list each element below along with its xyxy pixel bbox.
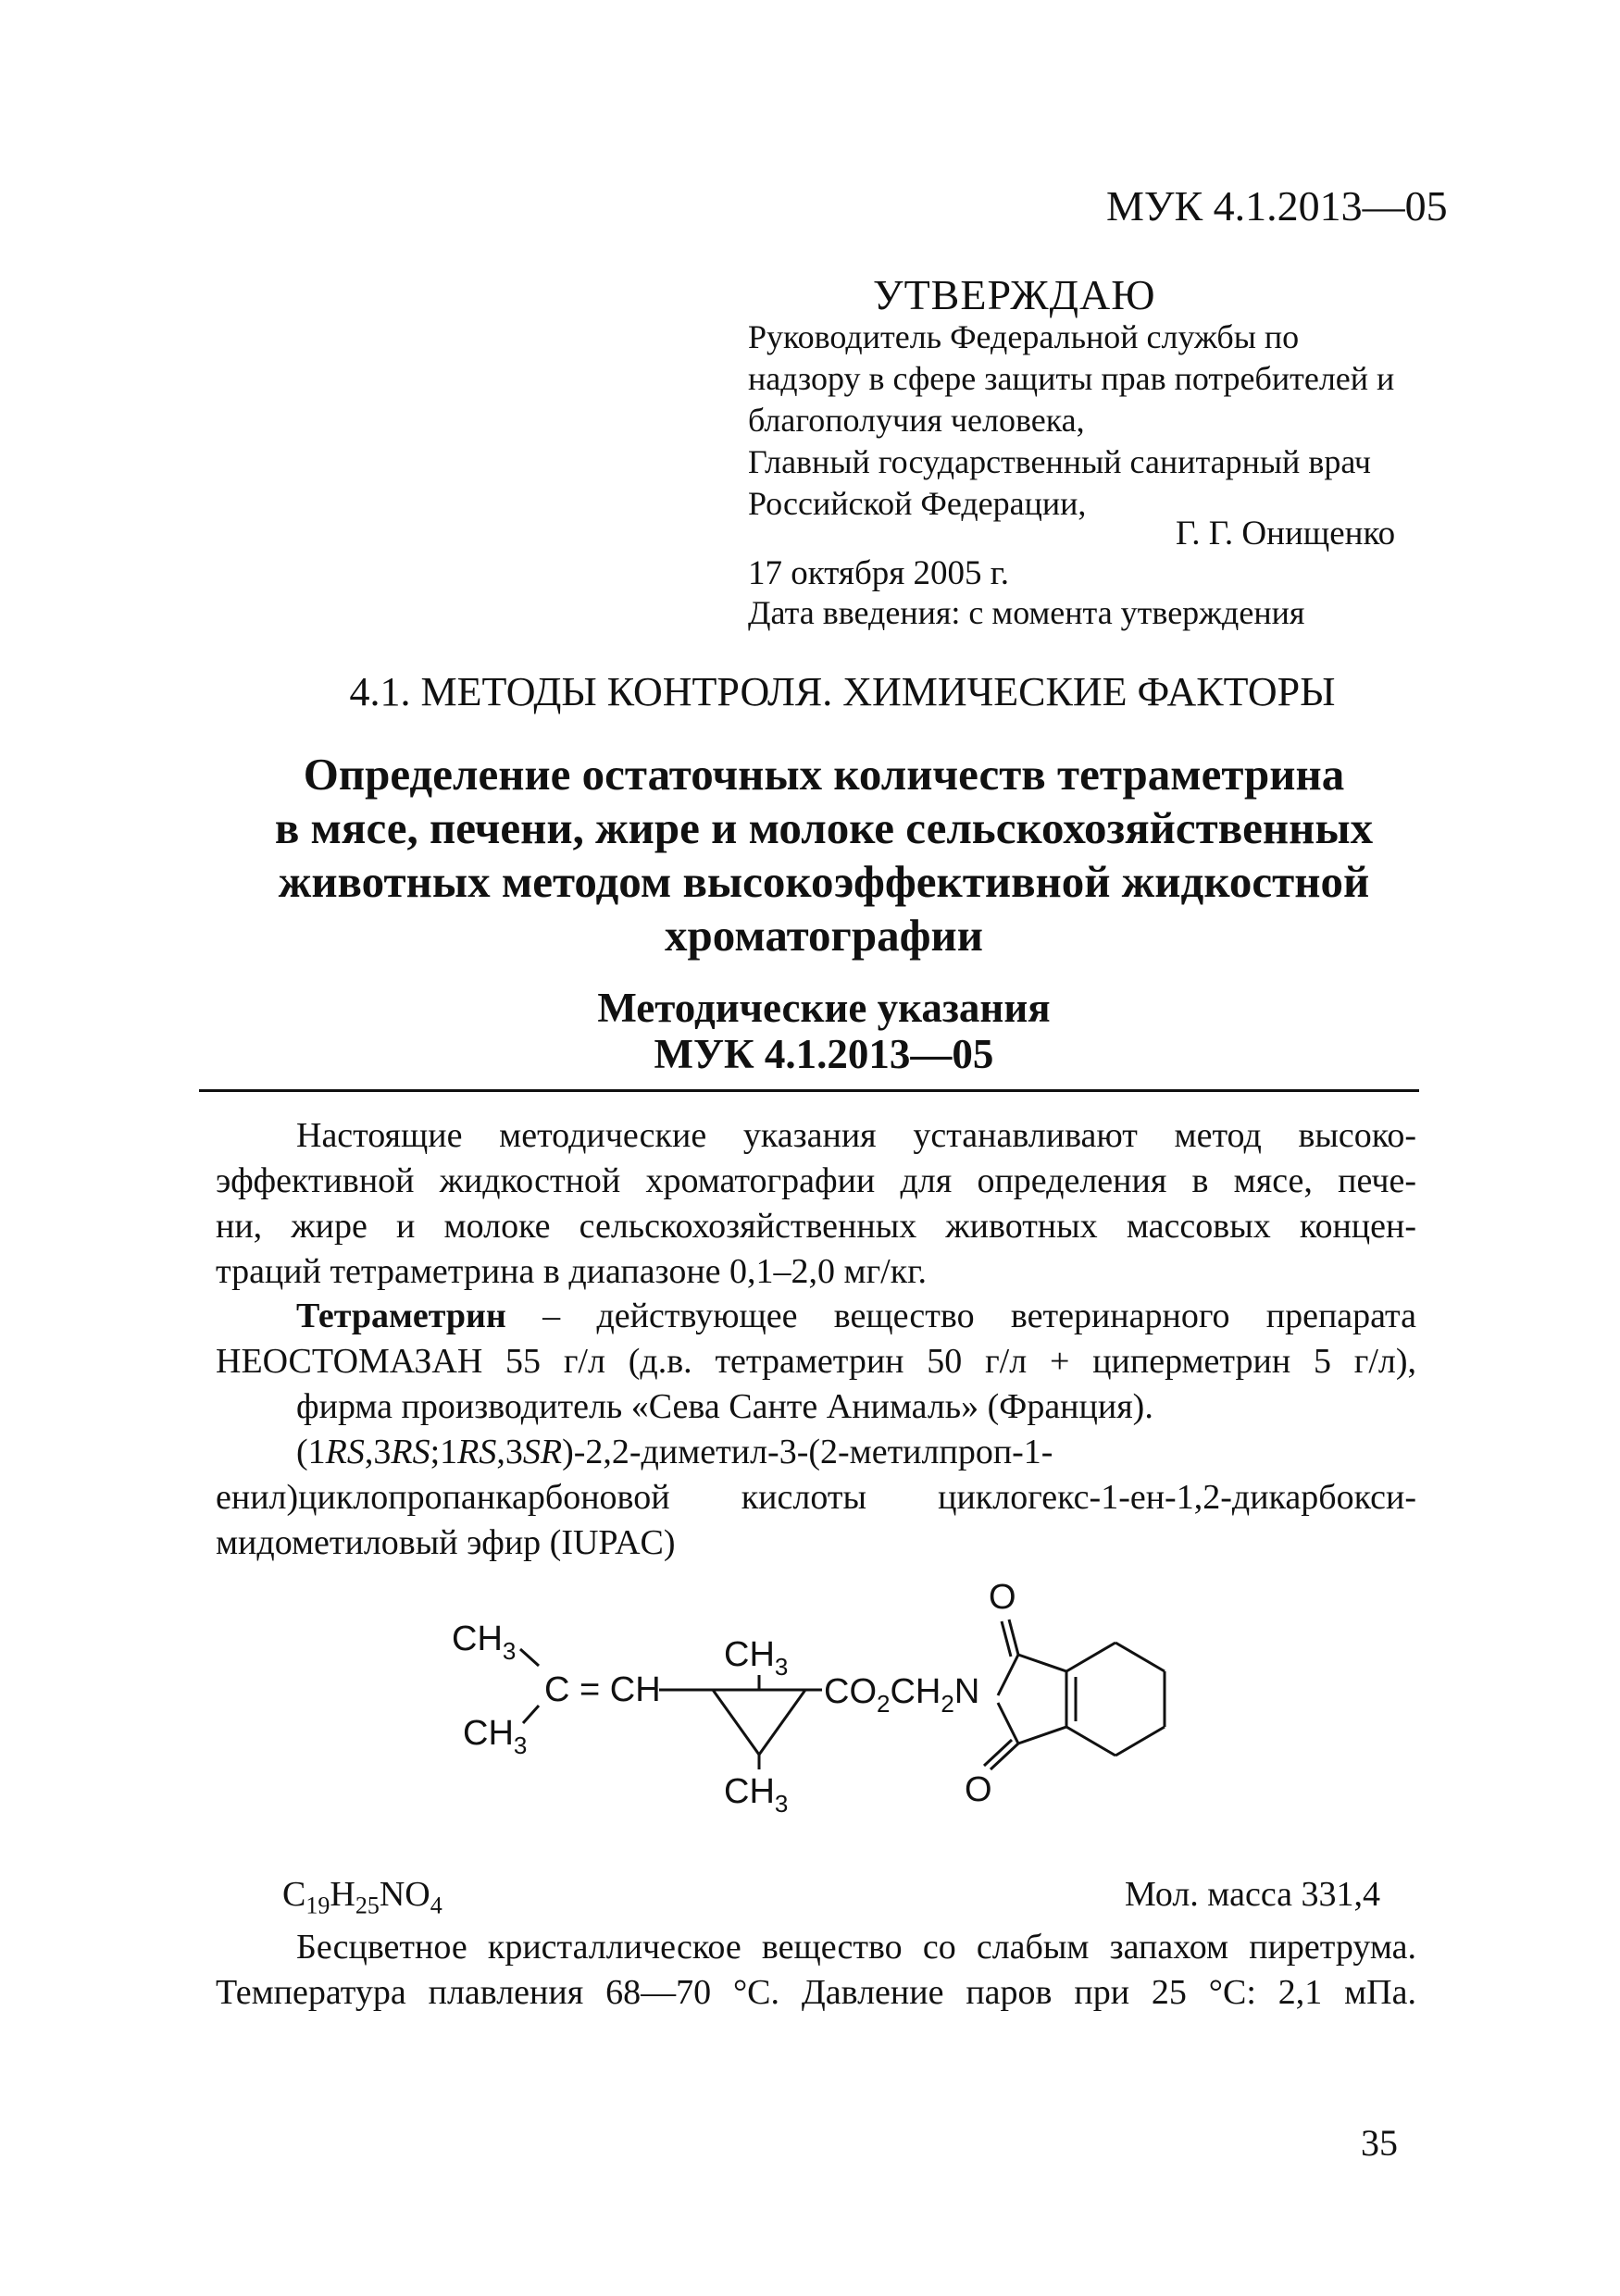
- molecular-mass: Мол. масса 331,4: [1125, 1875, 1381, 1914]
- title-line: животных методом высокоэффективной жидкостной: [278, 856, 1370, 907]
- alkene-label: C = CH: [544, 1670, 661, 1709]
- document-subtitle: [194, 985, 1453, 1077]
- paragraph-line: эффективной жидкостной хроматографии для определения в мясе, пече-: [216, 1161, 1416, 1200]
- substance-name: Тетраметрин: [296, 1297, 506, 1335]
- approval-heading: УТВЕРЖДАЮ: [873, 271, 1156, 318]
- title-line: Определение остаточных количеств тетраметрина: [303, 749, 1345, 800]
- approver-line: Главный государственный санитарный врач: [748, 443, 1371, 480]
- paragraph-line: [216, 1294, 1416, 1339]
- iupac-text: ;1: [430, 1433, 458, 1471]
- effective-date: Дата введения: с момента утверждения: [748, 594, 1305, 631]
- ch3-label: $CH_3$: [463, 1714, 528, 1759]
- paragraph-line: ни, жире и молоке сельскохозяйственных животных массовых концен-: [216, 1207, 1416, 1246]
- iupac-line: мидометиловый эфир (IUPAC): [216, 1523, 676, 1562]
- paragraph-line: Настоящие методические указания устанавливают метод высоко-: [296, 1116, 1416, 1155]
- approver-line: Российской Федерации,: [748, 485, 1087, 522]
- molecular-formula: [282, 1874, 442, 1920]
- approver-line: надзору в сфере защиты прав потребителей и: [748, 360, 1395, 397]
- document-code: МУК 4.1.2013—05: [1106, 182, 1448, 230]
- properties-paragraph: [216, 1925, 1416, 2016]
- iupac-italic: RS: [391, 1433, 430, 1471]
- paragraph-text: – действующее вещество ветеринарного препарата: [505, 1297, 1416, 1335]
- paragraph-line: траций тетраметрина в диапазоне 0,1–2,0 мг/кг.: [216, 1252, 927, 1291]
- formula-part: C: [282, 1875, 306, 1914]
- substance-paragraph: [216, 1294, 1416, 1430]
- page-number: 35: [1361, 2122, 1398, 2164]
- signer-name: Г. Г. Онищенко: [1176, 515, 1396, 552]
- iupac-italic: RS: [457, 1433, 497, 1471]
- formula-sub: 4: [430, 1892, 442, 1919]
- paragraph-line: Бесцветное кристаллическое вещество со слабым запахом пиретрума.: [296, 1928, 1416, 1967]
- paragraph-line: фирма производитель «Сева Санте Анималь» (Франция).: [296, 1387, 1153, 1426]
- iupac-name: [216, 1430, 1416, 1566]
- approver-block: [748, 316, 1414, 525]
- title-line: хроматографии: [665, 910, 983, 961]
- structural-formula: [435, 1573, 1194, 1851]
- formula-part: H: [330, 1875, 355, 1914]
- document-title: [194, 748, 1453, 962]
- iupac-text: ,3: [364, 1433, 392, 1471]
- approver-line: благополучия человека,: [748, 402, 1085, 439]
- ch3-label: $CH_3$: [724, 1772, 789, 1818]
- formula-sub: 25: [355, 1892, 380, 1919]
- title-line: в мясе, печени, жире и молоке сельскохозяйственных: [274, 802, 1374, 853]
- intro-paragraph: [216, 1113, 1416, 1295]
- oxygen-label: O: [965, 1770, 992, 1809]
- oxygen-label: O: [989, 1578, 1016, 1617]
- approval-date: 17 октября 2005 г.: [748, 554, 1010, 592]
- iupac-line: [216, 1430, 1416, 1475]
- ch3-label: $CH_3$: [724, 1635, 789, 1681]
- ester-label: $CO_2CH_2N$: [824, 1672, 980, 1718]
- iupac-text: ,3: [496, 1433, 523, 1471]
- divider: [199, 1089, 1419, 1092]
- iupac-line: енил)циклопропанкарбоновой кислоты циклогекс-1-ен-1,2-дикарбокси-: [216, 1478, 1416, 1517]
- iupac-italic: SR: [522, 1433, 563, 1471]
- paragraph-line: Температура плавления 68—70 °С. Давление паров при 25 °С: 2,1 мПа.: [216, 1973, 1416, 2012]
- iupac-italic: RS: [325, 1433, 365, 1471]
- subtitle-line: Методические указания: [597, 985, 1051, 1031]
- iupac-text: )-2,2-диметил-3-(2-метилпроп-1-: [562, 1433, 1053, 1471]
- approver-line: Руководитель Федеральной службы по: [748, 318, 1300, 355]
- iupac-text: (1: [296, 1433, 326, 1471]
- formula-part: NO: [379, 1875, 430, 1914]
- ch3-label: $CH_3$: [452, 1620, 517, 1665]
- formula-sub: 19: [305, 1892, 330, 1919]
- subtitle-code: МУК 4.1.2013—05: [654, 1031, 994, 1077]
- paragraph-line: НЕОСТОМАЗАН 55 г/л (д.в. тетраметрин 50 г/л + циперметрин 5 г/л),: [216, 1342, 1416, 1381]
- section-heading: 4.1. МЕТОДЫ КОНТРОЛЯ. ХИМИЧЕСКИЕ ФАКТОРЫ: [349, 669, 1336, 714]
